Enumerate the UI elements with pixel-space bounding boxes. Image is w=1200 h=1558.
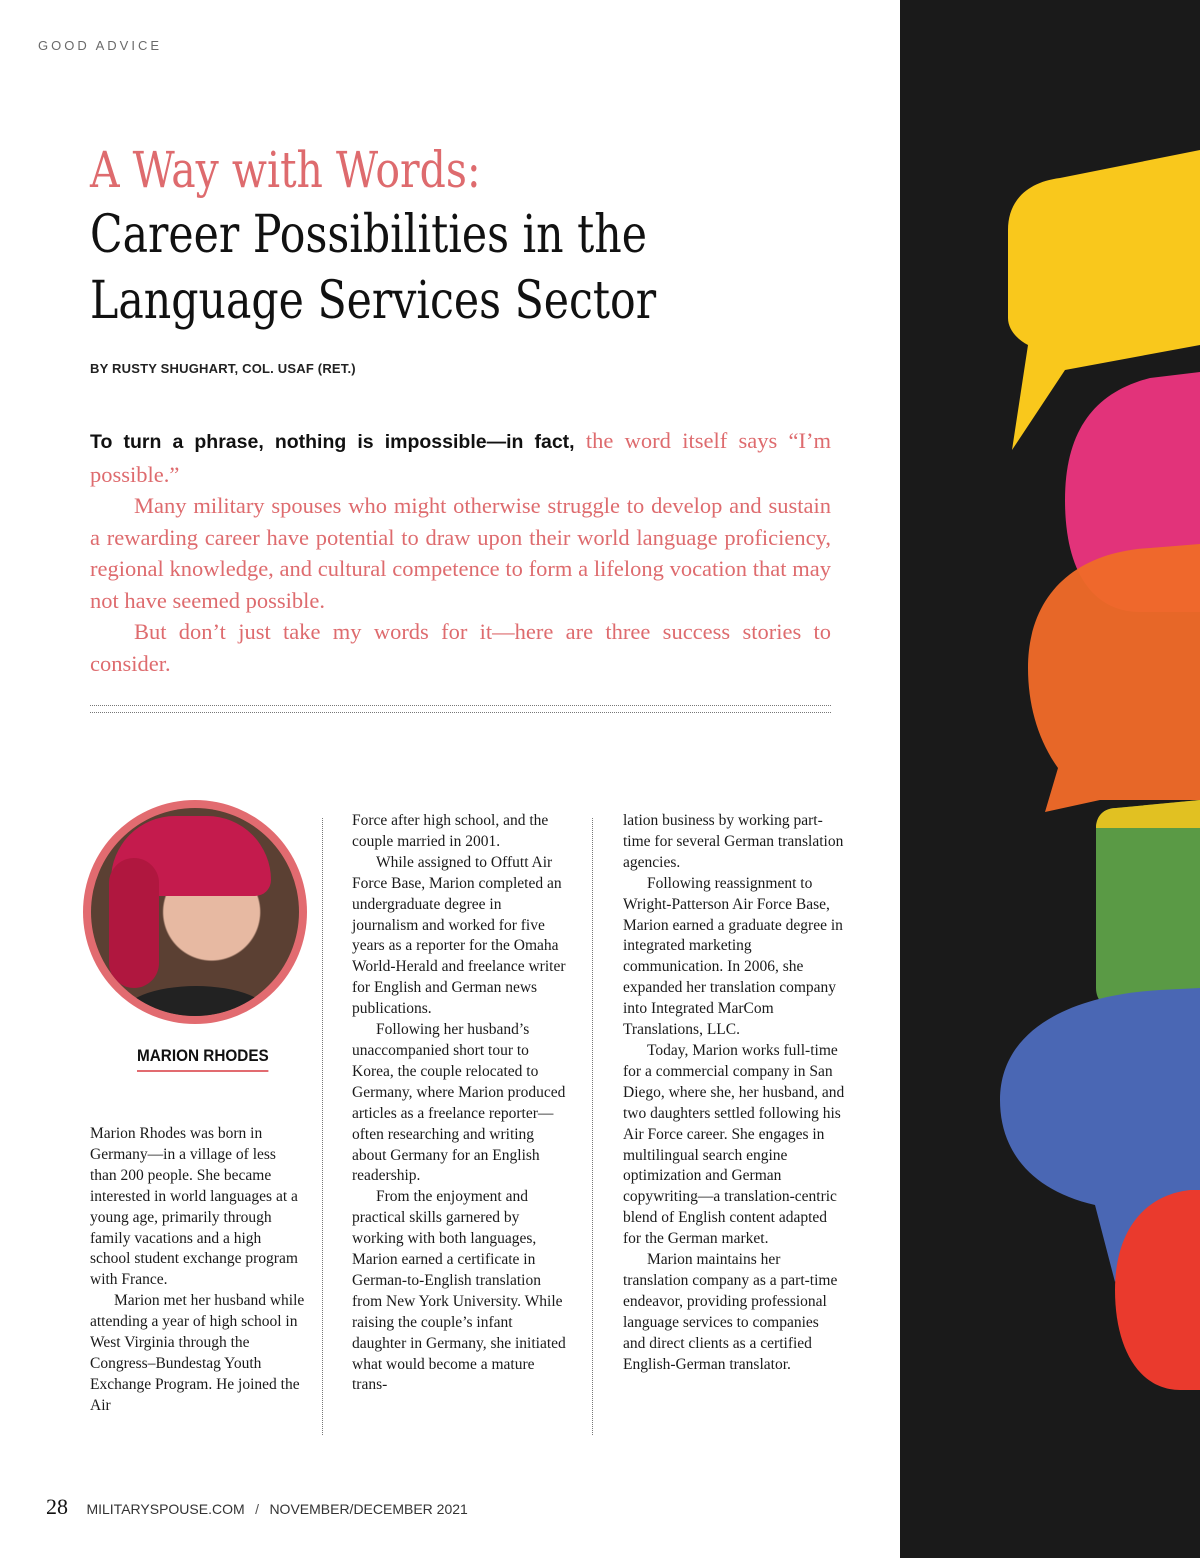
portrait-image [91, 808, 299, 1016]
col2-paragraph-1: Force after high school, and the couple married in 2001. [352, 812, 549, 850]
page-number: 28 [46, 1494, 68, 1519]
intro-lead-rest: the word itself says “I’m possible.” [90, 428, 831, 487]
section-label: GOOD ADVICE [38, 38, 163, 53]
column-rule-2 [592, 818, 593, 1435]
speech-bubbles-illustration [900, 0, 1200, 1558]
col2-paragraph-3: Following her husband’s unaccompanied short tour to Korea, the couple relocated to Germany, where Marion produced articles as a freelance reporter—often researching and writing about Germany for an English readership. [352, 1021, 566, 1185]
body-column-2 [352, 811, 570, 1396]
intro-paragraph-3: But don’t just take my words for it—here are three success stories to consider. [90, 619, 831, 676]
footer-issue: NOVEMBER/DECEMBER 2021 [269, 1501, 468, 1517]
col3-paragraph-2: Following reassignment to Wright-Patterson Air Force Base, Marion earned a graduate degree in integrated marketing communication. In 2006, she expanded her translation company into Integrated MarCom Translations, LLC. [623, 874, 843, 1039]
divider-top [90, 705, 831, 706]
footer-site: MILITARYSPOUSE.COM [86, 1501, 245, 1517]
divider-bottom [90, 712, 831, 713]
footer-separator: / [255, 1501, 259, 1517]
col3-paragraph-4: Marion maintains her translation company as a part-time endeavor, providing professional language services to companies and direct clients as a certified English-German translator. [623, 1251, 838, 1373]
col1-paragraph-1: Marion Rhodes was born in Germany—in a village of less than 200 people. She became interested in world languages at a young age, primarily through family vacations and a high school student exchange program with France. [90, 1125, 298, 1289]
col2-paragraph-2: While assigned to Offutt Air Force Base, Marion completed an undergraduate degree in journalism and worked for five years as a reporter for the Omaha World-Herald and freelance writer for English and German news publications. [352, 853, 566, 1018]
portrait-shirt [121, 986, 271, 1016]
body-column-3 [623, 811, 845, 1375]
col3-paragraph-1: lation business by working part-time for several German translation agencies. [623, 812, 844, 871]
profile-name: MARION RHODES [137, 1046, 269, 1072]
profile-photo [83, 800, 307, 1024]
intro-lead: To turn a phrase, nothing is impossible—in fact, [90, 431, 575, 453]
col2-paragraph-4: From the enjoyment and practical skills garnered by working with both languages, Marion earned a certificate in German-to-English translation from New York University. While raising the couple’s infant daughter in Germany, she initiated what would become a mature trans- [352, 1188, 566, 1394]
intro-paragraph-2: Many military spouses who might otherwise struggle to develop and sustain a rewarding career have potential to draw upon their world language proficiency, regional knowledge, and cultural competence to form a lifelong vocation that may not have seemed possible. [90, 493, 831, 613]
title-main-line-1: Career Possibilities in the [90, 205, 648, 265]
title-accent-line: A Way with Words: [90, 141, 481, 199]
byline: BY RUSTY SHUGHART, COL. USAF (RET.) [90, 361, 356, 376]
title-main-line-2: Language Services Sector [90, 271, 657, 331]
column-rule-1 [322, 818, 323, 1435]
body-column-1 [90, 1124, 305, 1417]
intro-text [90, 425, 831, 679]
intro-paragraph-1 [90, 425, 831, 490]
article-title [90, 138, 850, 334]
col3-paragraph-3: Today, Marion works full-time for a commercial company in San Diego, where she, her husband, and two daughters settled following his Air Force career. She engages in multilingual search engine optimization and German copywriting—a translation-centric blend of English content adapted for the German market. [623, 1041, 845, 1248]
page-footer [46, 1494, 468, 1520]
col1-paragraph-2: Marion met her husband while attending a year of high school in West Virginia through the Congress–Bundestag Youth Exchange Program. He joined the Air [90, 1292, 305, 1414]
portrait-hair-side [109, 858, 159, 988]
speech-bubble-green-icon [1096, 800, 1200, 1008]
